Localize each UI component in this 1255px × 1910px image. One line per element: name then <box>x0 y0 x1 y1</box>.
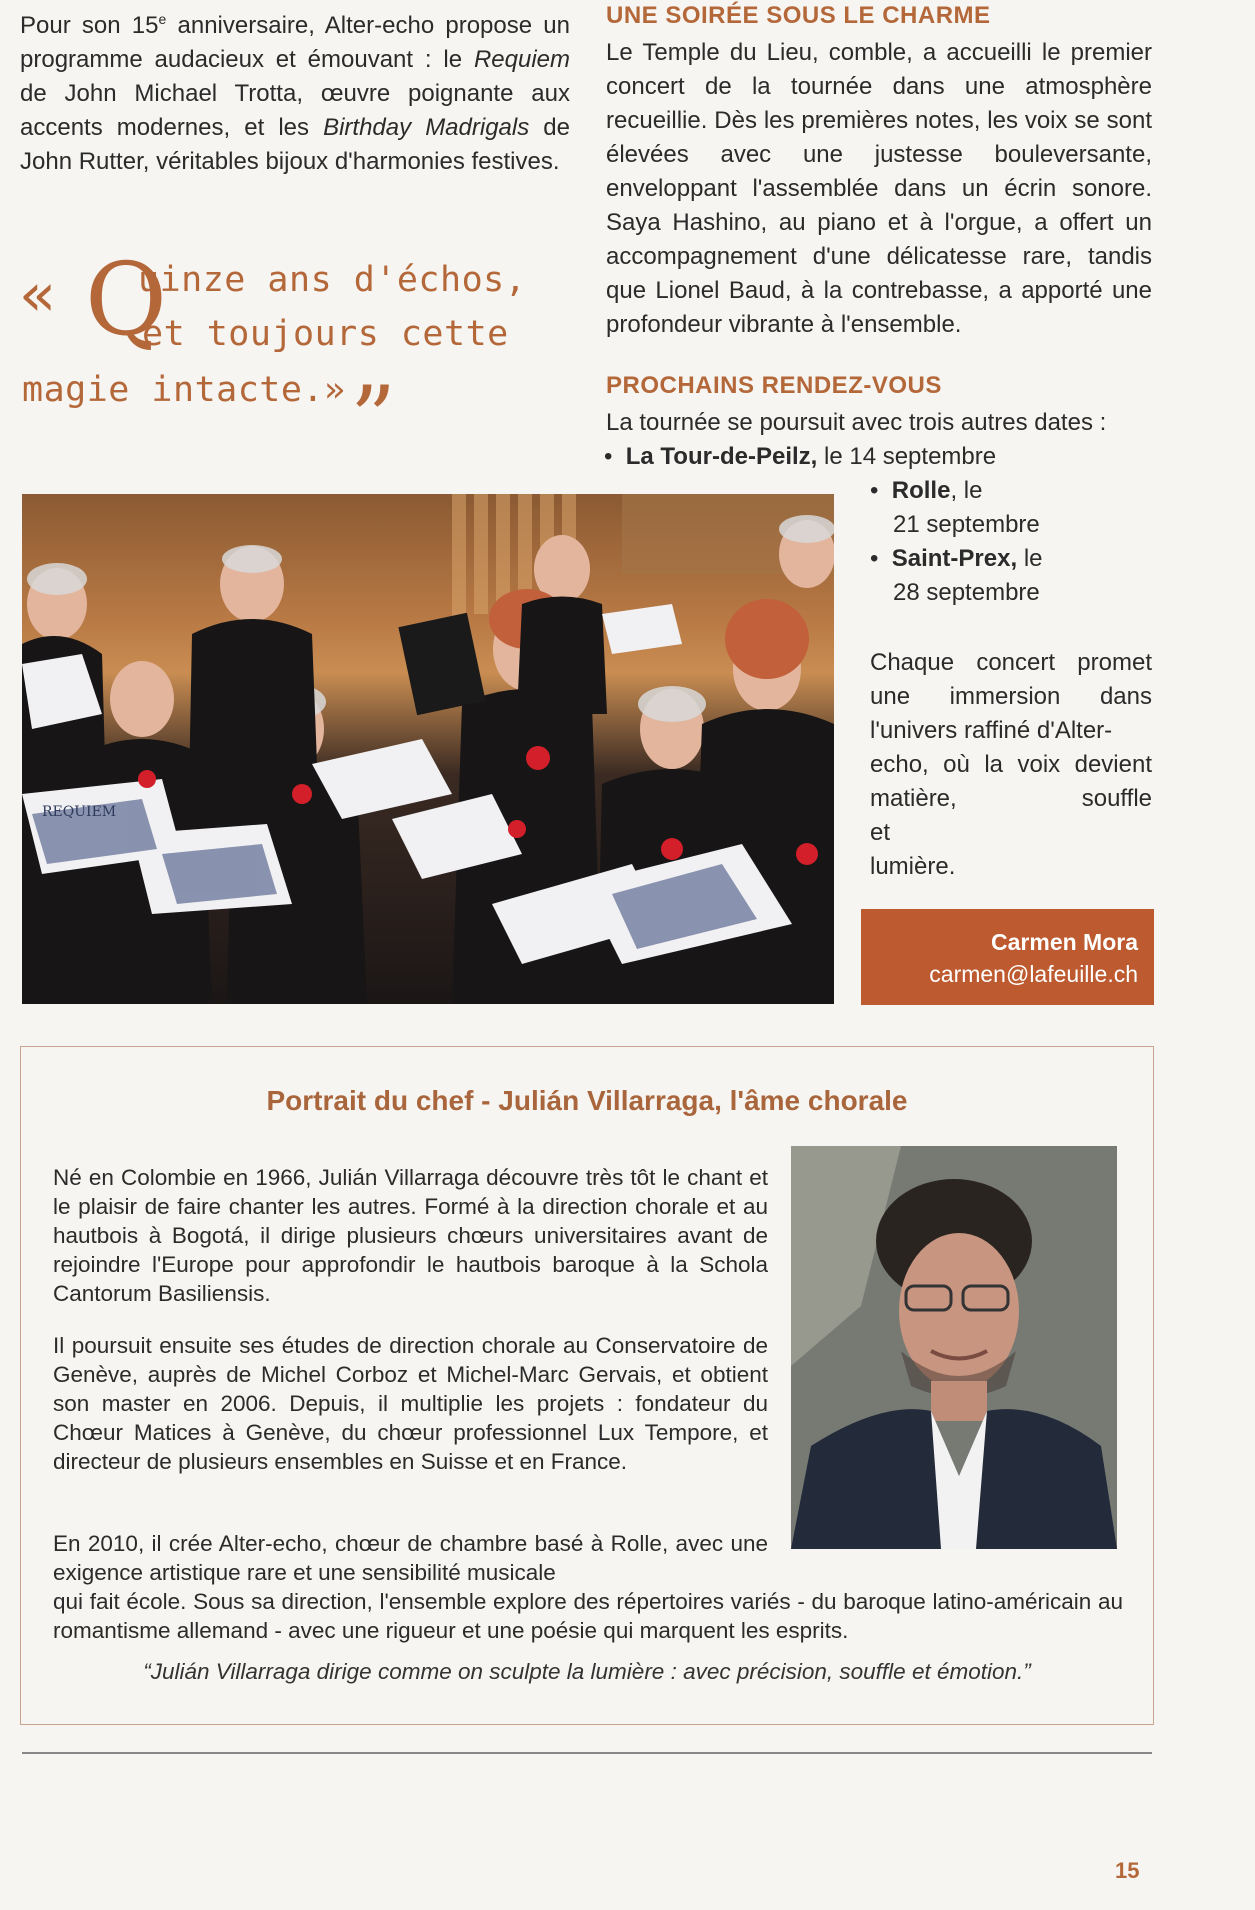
quote-line-1: uinze ans d'échos, <box>138 260 527 300</box>
conductor-illustration <box>791 1146 1117 1549</box>
date-value: le 14 septembre <box>824 443 997 470</box>
intro-work-title: Requiem <box>473 46 570 73</box>
bullet-icon: • <box>870 477 879 504</box>
bullet-icon: • <box>604 443 613 470</box>
choir-illustration <box>22 494 834 1004</box>
quote-open-mark: « <box>20 260 57 330</box>
author-name: Carmen Mora <box>991 929 1138 955</box>
portrait-paragraph-3a: En 2010, il crée Alter-echo, chœur de chambre basé à Rolle, avec une exigence artistique rare et une sensibilité musicale <box>53 1531 768 1585</box>
portrait-box <box>20 1046 1154 1725</box>
quote-line-3: magie intacte.» <box>22 370 346 410</box>
date-item <box>870 474 1120 542</box>
intro-text: Pour son 15 <box>20 12 159 39</box>
intro-text: de John Michael Trotta, œuvre poignante aux accents modernes, et les <box>20 80 570 141</box>
section-heading-rendez-vous: PROCHAINS RENDEZ-VOUS <box>606 372 942 399</box>
author-box <box>861 909 1154 1005</box>
intro-text: de John Rutter, véritables bijoux d'harmonies festives. <box>20 114 570 175</box>
quote-initial: Q <box>85 241 167 358</box>
date-place: La Tour-de-Peilz, <box>625 443 818 470</box>
closing-line: lumière. <box>870 853 956 880</box>
bottom-divider <box>22 1752 1152 1754</box>
rendez-vous-closing <box>870 646 1152 884</box>
choir-photo <box>22 494 834 1004</box>
closing-line: Chaque concert promet <box>870 649 1152 676</box>
score-title: REQUIEM <box>42 804 117 820</box>
author-email[interactable]: carmen@lafeuille.ch <box>929 961 1138 987</box>
portrait-title: Portrait du chef - Julián Villarraga, l'âme chorale <box>266 1085 908 1116</box>
pull-quote <box>20 241 560 472</box>
intro-sup: e <box>158 11 167 27</box>
section-body-soiree: Le Temple du Lieu, comble, a accueilli le premier concert de la tournée dans une atmosphère recueillie. Dès les premières notes, les voix se sont élevées avec une justesse bouleversante, enveloppant l'assemblée dans un écrin sonore. Saya Hashino, au piano et à l'orgue, a offert un accompagnement d'une délicatesse rare, tandis que Lionel Baud, à la contrebasse, a apporté une profondeur vibrante à l'ensemble. <box>606 39 1152 338</box>
portrait-paragraph-2: Il poursuit ensuite ses études de direction chorale au Conservatoire de Genève, auprès de Michel Corboz et Michel-Marc Gervais, et obtient son master en 2006. Depuis, il multiplie les projets : fondateur du Chœur Matices à Genève, du chœur professionnel Lux Tempore, et directeur de plusieurs ensembles en Suisse et en France. <box>53 1333 768 1474</box>
bullet-icon: • <box>870 545 879 572</box>
closing-line: une immersion dans <box>870 683 1152 710</box>
closing-line: matière, souffle et <box>870 785 1152 846</box>
intro-paragraph <box>20 2 570 179</box>
portrait-paragraph-3b: qui fait école. Sous sa direction, l'ensemble explore des répertoires variés - du baroque latino-américain au romantisme allemand - avec une rigueur et une poésie qui marquent les esprits. <box>53 1589 1123 1643</box>
date-place: Saint-Prex, <box>891 545 1018 572</box>
section-heading-soiree: UNE SOIRÉE SOUS LE CHARME <box>606 2 991 29</box>
portrait-quote: “Julián Villarraga dirige comme on sculpte la lumière : avec précision, souffle et émotion.” <box>143 1659 1031 1684</box>
date-place: Rolle <box>891 477 951 504</box>
quote-line-2: et toujours cette <box>142 314 509 354</box>
date-value: 28 septembre <box>893 579 1040 606</box>
quote-close-mark: ” <box>350 367 397 472</box>
portrait-paragraph-1: Né en Colombie en 1966, Julián Villarraga découvre très tôt le chant et le plaisir de faire chanter les autres. Formé à la direction chorale et au hautbois à Bogotá, il dirige plusieurs chœurs universitaires avant de rejoindre l'Europe pour approfondir le hautbois baroque à la Schola Cantorum Basiliensis. <box>53 1165 768 1306</box>
conductor-portrait <box>791 1146 1117 1549</box>
closing-line: echo, où la voix devient <box>870 751 1152 778</box>
rendez-vous-intro: La tournée se poursuit avec trois autres dates : <box>606 409 1107 436</box>
intro-text: anniversaire, Alter-echo propose un programme audacieux et émouvant : le <box>20 12 571 73</box>
date-item <box>870 542 1120 610</box>
date-value: 21 septembre <box>893 511 1040 538</box>
closing-line: l'univers raffiné d'Alter- <box>870 717 1113 744</box>
page-number: 15 <box>1115 1858 1140 1883</box>
date-value: le <box>1023 545 1043 572</box>
date-value: , le <box>950 477 983 504</box>
intro-work-title: Birthday Madrigals <box>323 114 530 141</box>
date-item <box>604 440 1164 474</box>
